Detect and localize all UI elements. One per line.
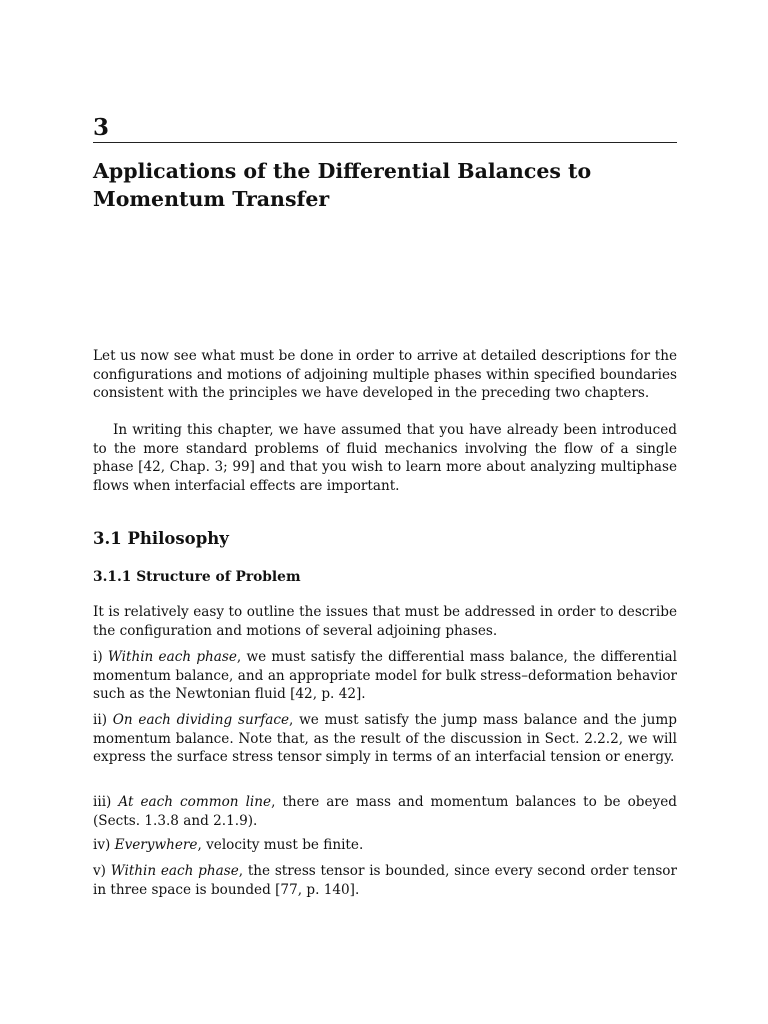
chapter-number: 3 <box>93 114 110 141</box>
list-item-prefix: ii) <box>93 712 113 728</box>
list-item-2 <box>93 711 677 767</box>
list-item-emphasis: Everywhere <box>114 837 198 853</box>
list-item-text: , we must satisfy the differential mass balance, the differential momentum balance, and an appropriate model for bulk stress–deformation behavior such as the Newtonian fluid [42, p. 42]. <box>93 649 677 703</box>
list-item-5 <box>93 862 677 899</box>
list-item-prefix: i) <box>93 649 108 665</box>
list-item-3 <box>93 793 677 830</box>
list-item-text: , there are mass and momentum balances to be obeyed (Sects. 1.3.8 and 2.1.9). <box>93 794 677 829</box>
list-item-prefix: iii) <box>93 794 119 810</box>
list-item-text: , velocity must be finite. <box>197 837 364 853</box>
list-item-emphasis: Within each phase <box>110 863 239 879</box>
list-item-4 <box>93 836 677 855</box>
subsection-title: 3.1.1 Structure of Problem <box>93 569 301 585</box>
list-item-prefix: iv) <box>93 837 115 853</box>
list-item-1 <box>93 648 677 704</box>
intro-paragraph-2: In writing this chapter, we have assumed that you have already been introduced to the more standard problems of fluid mechanics involving the flow of a single phase [42, Chap. 3; 99] and that you wish to learn more about analyzing multiphase flows when interfacial effects are important. <box>93 422 677 494</box>
list-item-emphasis: Within each phase <box>107 649 237 665</box>
list-item-text: , the stress tensor is bounded, since every second order tensor in three space is bounded [77, p. 140]. <box>93 863 677 898</box>
chapter-rule <box>93 142 677 143</box>
list-item-emphasis: At each common line <box>118 794 272 810</box>
list-item-prefix: v) <box>93 863 111 879</box>
list-item-text: , we must satisfy the jump mass balance and the jump momentum balance. Note that, as the result of the discussion in Sect. 2.2.2, we will express the surface stress tensor simply in terms of an interfacial tension or energy. <box>93 712 677 766</box>
list-item-emphasis: On each dividing surface <box>112 712 290 728</box>
intro-paragraph-1: Let us now see what must be done in order to arrive at detailed descriptions for the configurations and motions of adjoining multiple phases within specified boundaries consistent with the principles we have developed in the preceding two chapters. <box>93 348 677 402</box>
chapter-title-line1: Applications of the Differential Balances to <box>93 159 592 183</box>
section-title: 3.1 Philosophy <box>93 529 229 548</box>
structure-paragraph: It is relatively easy to outline the issues that must be addressed in order to describe the configuration and motions of several adjoining phases. <box>93 604 677 639</box>
chapter-title-line2: Momentum Transfer <box>93 187 330 211</box>
chapter-title <box>93 157 683 213</box>
